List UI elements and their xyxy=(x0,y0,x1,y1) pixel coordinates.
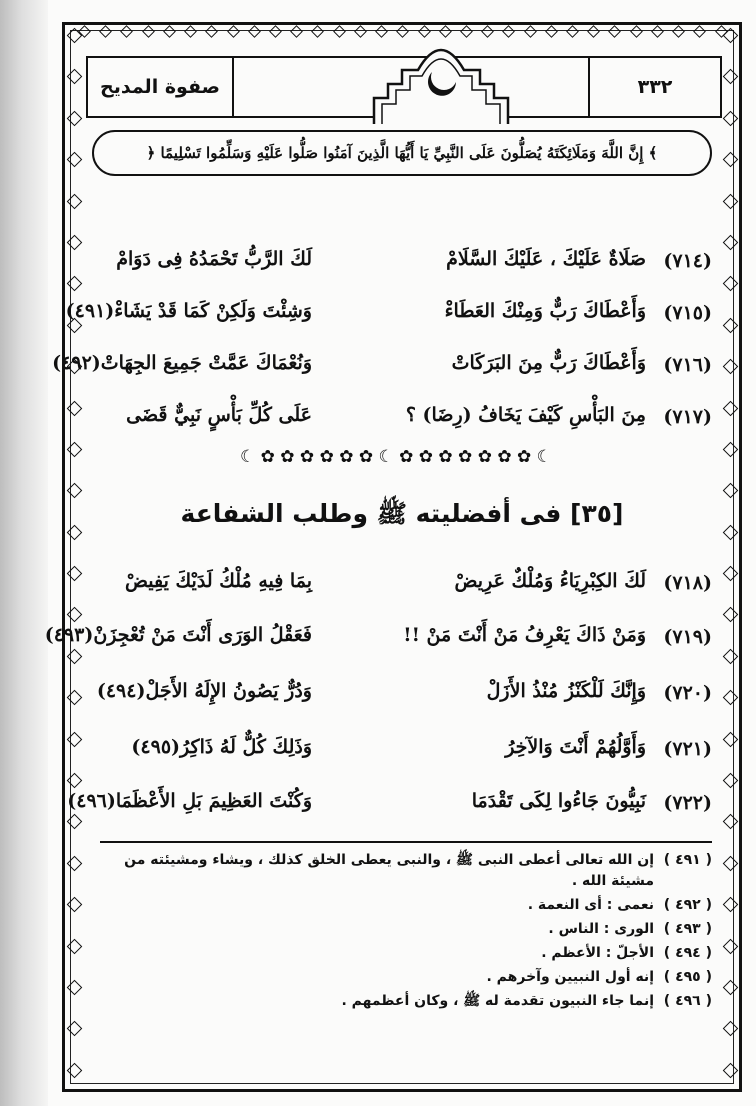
couplet-second-hemistich: وَكُنْتَ العَظِيمَ بَلِ الأَعْظَمَا(٤٩٦) xyxy=(67,790,312,812)
divider-star-icon: ✿ xyxy=(358,446,374,467)
footnote-text: الأجلّ : الأعظم . xyxy=(541,945,654,961)
ornamental-divider xyxy=(240,445,552,469)
couplet-second-hemistich: عَلَى كُلِّ بَأْسٍ نَبِيٌّ قَضَى xyxy=(126,404,312,426)
divider-star-icon: ✿ xyxy=(438,446,453,467)
divider-star-icon: ✿ xyxy=(399,446,414,467)
divider-crescent-icon: ☾ xyxy=(536,446,552,467)
couplet-715 xyxy=(65,296,712,336)
couplet-number: (٧٢٢) xyxy=(663,792,712,814)
left-border-ornament xyxy=(67,30,81,1076)
couplet-number: (٧١٨) xyxy=(663,572,712,594)
couplet-number: (٧١٦) xyxy=(663,354,712,376)
couplet-first-hemistich: وَأَعْطَاكَ رَبٌّ وَمِنْكَ العَطَاءْ xyxy=(444,300,646,322)
divider-star-icon: ✿ xyxy=(418,446,434,467)
couplet-720 xyxy=(92,676,712,716)
footnote-text: نعمى : أى النعمة . xyxy=(527,897,654,913)
couplet-717 xyxy=(92,400,712,440)
divider-star-icon: ✿ xyxy=(497,446,512,467)
couplet-second-hemistich: وَدُرٌّ يَصُونُ الإِلَهُ الأَجَلْ(٤٩٤) xyxy=(96,680,312,702)
divider-star-icon: ✿ xyxy=(339,446,354,467)
footnote-number: ( ٤٩٦ ) xyxy=(663,993,712,1009)
couplet-first-hemistich: وَأَعْطَاكَ رَبٌّ مِنَ البَرَكَاتْ xyxy=(451,352,646,374)
couplet-second-hemistich: فَعَقْلُ الوَرَى أَنْتَ مَنْ تُعْجِزَنْ(٤٩٣) xyxy=(44,624,312,646)
book-title: صفوة المديح xyxy=(86,56,234,118)
footnote-text: إنما جاء النبيون تقدمة له ﷺ ، وكان أعظمهم . xyxy=(341,993,654,1009)
couplet-second-hemistich: وَذَلِكَ كُلٌّ لَهُ ذَاكِرُ(٤٩٥) xyxy=(131,736,312,758)
dome-crescent-icon xyxy=(366,34,516,126)
footnote-number: ( ٤٩٣ ) xyxy=(663,921,712,937)
book-spine-shadow xyxy=(0,0,48,1106)
couplet-first-hemistich: وَأَوَّلُهُمْ أَنْتَ وَالآخِرُ xyxy=(505,736,646,758)
divider-crescent-icon: ☾ xyxy=(240,446,256,467)
couplet-first-hemistich: لَكَ الكِبْرِيَاءُ وَمُلْكٌ عَرِيضْ xyxy=(454,570,646,592)
right-border-ornament xyxy=(723,30,737,1076)
couplet-714 xyxy=(92,244,712,284)
couplet-718 xyxy=(92,566,712,606)
couplet-second-hemistich: وَنُعْمَاكَ عَمَّتْ جَمِيعَ الجِهَاتْ(٤٩٢) xyxy=(52,352,312,374)
couplet-number: (٧١٩) xyxy=(663,626,712,648)
footnote-number: ( ٤٩٢ ) xyxy=(663,897,712,913)
divider-star-icon: ✿ xyxy=(299,446,315,467)
footnote-491 xyxy=(100,850,712,892)
footnote-text: إنه أول النبيين وآخرهم . xyxy=(486,969,654,985)
divider-star-icon: ✿ xyxy=(260,446,275,467)
footnote-number: ( ٤٩١ ) xyxy=(663,852,712,868)
couplet-first-hemistich: وَمَنْ ذَاكَ يَعْرِفُ مَنْ أَنْتَ مَنْ !! xyxy=(403,624,646,646)
couplet-722 xyxy=(67,786,712,826)
couplet-second-hemistich: وَشِئْتَ وَلَكِنْ كَمَا قَدْ يَشَاءْ(٤٩١) xyxy=(65,300,312,322)
footnote-492 xyxy=(100,895,712,916)
section-title: [٣٥] فى أفضليته ﷺ وطلب الشفاعة xyxy=(180,499,624,528)
couplet-first-hemistich: صَلَاةٌ عَلَيْكَ ، عَلَيْكَ السَّلَامْ xyxy=(446,248,646,270)
couplet-second-hemistich: بِمَا فِيهِ مُلْكُ لَدَيْكَ يَفِيضْ xyxy=(125,570,312,592)
footnote-494 xyxy=(100,943,712,964)
couplet-number: (٧١٥) xyxy=(663,302,712,324)
couplet-first-hemistich: وَإِنَّكَ لَلْكَنْزُ مُنْذُ الأَزَلْ xyxy=(486,680,646,702)
page-number: ٣٣٢ xyxy=(588,56,722,118)
footnote-number: ( ٤٩٥ ) xyxy=(663,969,712,985)
couplet-number: (٧٢٠) xyxy=(663,682,712,704)
couplet-number: (٧١٧) xyxy=(663,406,712,428)
couplet-number: (٧٢١) xyxy=(663,738,712,760)
couplet-716 xyxy=(52,348,712,388)
divider-star-icon: ✿ xyxy=(280,446,295,467)
divider-star-icon: ✿ xyxy=(516,446,532,467)
couplet-719 xyxy=(44,620,712,660)
footnote-495 xyxy=(100,967,712,988)
footnote-text: الورى : الناس . xyxy=(548,921,654,937)
footnote-496 xyxy=(100,991,712,1012)
quran-verse-banner: ﴿ إِنَّ اللَّهَ وَمَلَائِكَتَهُ يُصَلُّونَ عَلَى النَّبِيِّ يَا أَيُّهَا الَّذِينَ آمَنُوا صَلُّوا عَلَيْهِ وَسَلِّمُوا تَسْلِيمًا ﴾ xyxy=(92,130,712,176)
footnote-text: إن الله تعالى أعطى النبى ﷺ ، والنبى يعطى الخلق كذلك ، ويشاء ومشيئته من مشيئة الله . xyxy=(124,852,654,889)
couplet-number: (٧١٤) xyxy=(663,250,712,272)
footnote-number: ( ٤٩٤ ) xyxy=(663,945,712,961)
divider-star-icon: ✿ xyxy=(477,446,492,467)
page-header xyxy=(86,56,722,120)
divider-crescent-icon: ☾ xyxy=(378,446,394,467)
couplet-721 xyxy=(92,732,712,772)
divider-star-icon: ✿ xyxy=(458,446,473,467)
divider-star-icon: ✿ xyxy=(319,446,334,467)
couplet-second-hemistich: لَكَ الرَّبُّ تَحْمَدُهُ فِى دَوَامْ xyxy=(116,248,312,270)
footnote-separator xyxy=(100,841,712,843)
footnotes xyxy=(100,850,712,1015)
couplet-first-hemistich: نَبِيُّونَ جَاءُوا لِكَى تَقْدَمَا xyxy=(471,790,646,812)
couplet-first-hemistich: مِنَ البَأْسِ كَيْفَ يَخَافُ (رِضَا) ؟ xyxy=(405,404,646,426)
footnote-493 xyxy=(100,919,712,940)
